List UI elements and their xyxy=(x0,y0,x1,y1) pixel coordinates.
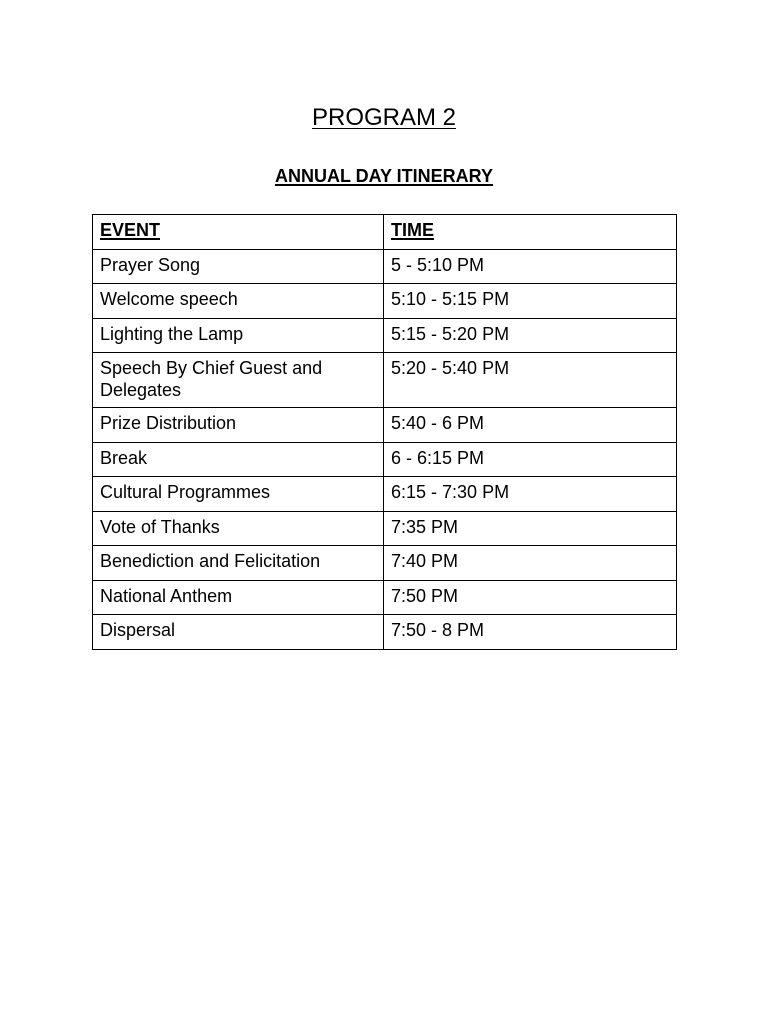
table-row xyxy=(93,477,677,512)
table-row xyxy=(93,546,677,581)
event-cell: National Anthem xyxy=(93,580,384,615)
event-cell: Welcome speech xyxy=(93,284,384,319)
time-cell: 5:40 - 6 PM xyxy=(384,408,677,443)
time-cell: 7:35 PM xyxy=(384,511,677,546)
table-row xyxy=(93,442,677,477)
time-cell: 7:40 PM xyxy=(384,546,677,581)
table-row xyxy=(93,249,677,284)
event-cell: Lighting the Lamp xyxy=(93,318,384,353)
event-cell: Break xyxy=(93,442,384,477)
event-cell: Prayer Song xyxy=(93,249,384,284)
event-cell: Speech By Chief Guest and Delegates xyxy=(93,353,384,408)
column-header-time-label: TIME xyxy=(391,220,434,240)
event-cell: Cultural Programmes xyxy=(93,477,384,512)
event-cell: Prize Distribution xyxy=(93,408,384,443)
time-cell: 6:15 - 7:30 PM xyxy=(384,477,677,512)
table-row xyxy=(93,284,677,319)
page-title: PROGRAM 2 xyxy=(311,104,457,131)
event-cell: Vote of Thanks xyxy=(93,511,384,546)
column-header-event xyxy=(93,215,384,250)
table-row xyxy=(93,511,677,546)
time-cell: 5:10 - 5:15 PM xyxy=(384,284,677,319)
table-row xyxy=(93,318,677,353)
event-cell: Dispersal xyxy=(93,615,384,650)
itinerary-table-body xyxy=(93,215,677,650)
time-cell: 5 - 5:10 PM xyxy=(384,249,677,284)
itinerary-table xyxy=(92,214,677,650)
table-header-row xyxy=(93,215,677,250)
column-header-event-label: EVENT xyxy=(100,220,161,240)
time-cell: 5:20 - 5:40 PM xyxy=(384,353,677,408)
table-row xyxy=(93,580,677,615)
time-cell: 5:15 - 5:20 PM xyxy=(384,318,677,353)
table-row xyxy=(93,408,677,443)
table-row xyxy=(93,615,677,650)
time-cell: 6 - 6:15 PM xyxy=(384,442,677,477)
column-header-time xyxy=(384,215,677,250)
time-cell: 7:50 PM xyxy=(384,580,677,615)
itinerary-subtitle: ANNUAL DAY ITINERARY xyxy=(274,166,494,186)
event-cell: Benediction and Felicitation xyxy=(93,546,384,581)
time-cell: 7:50 - 8 PM xyxy=(384,615,677,650)
table-row xyxy=(93,353,677,408)
